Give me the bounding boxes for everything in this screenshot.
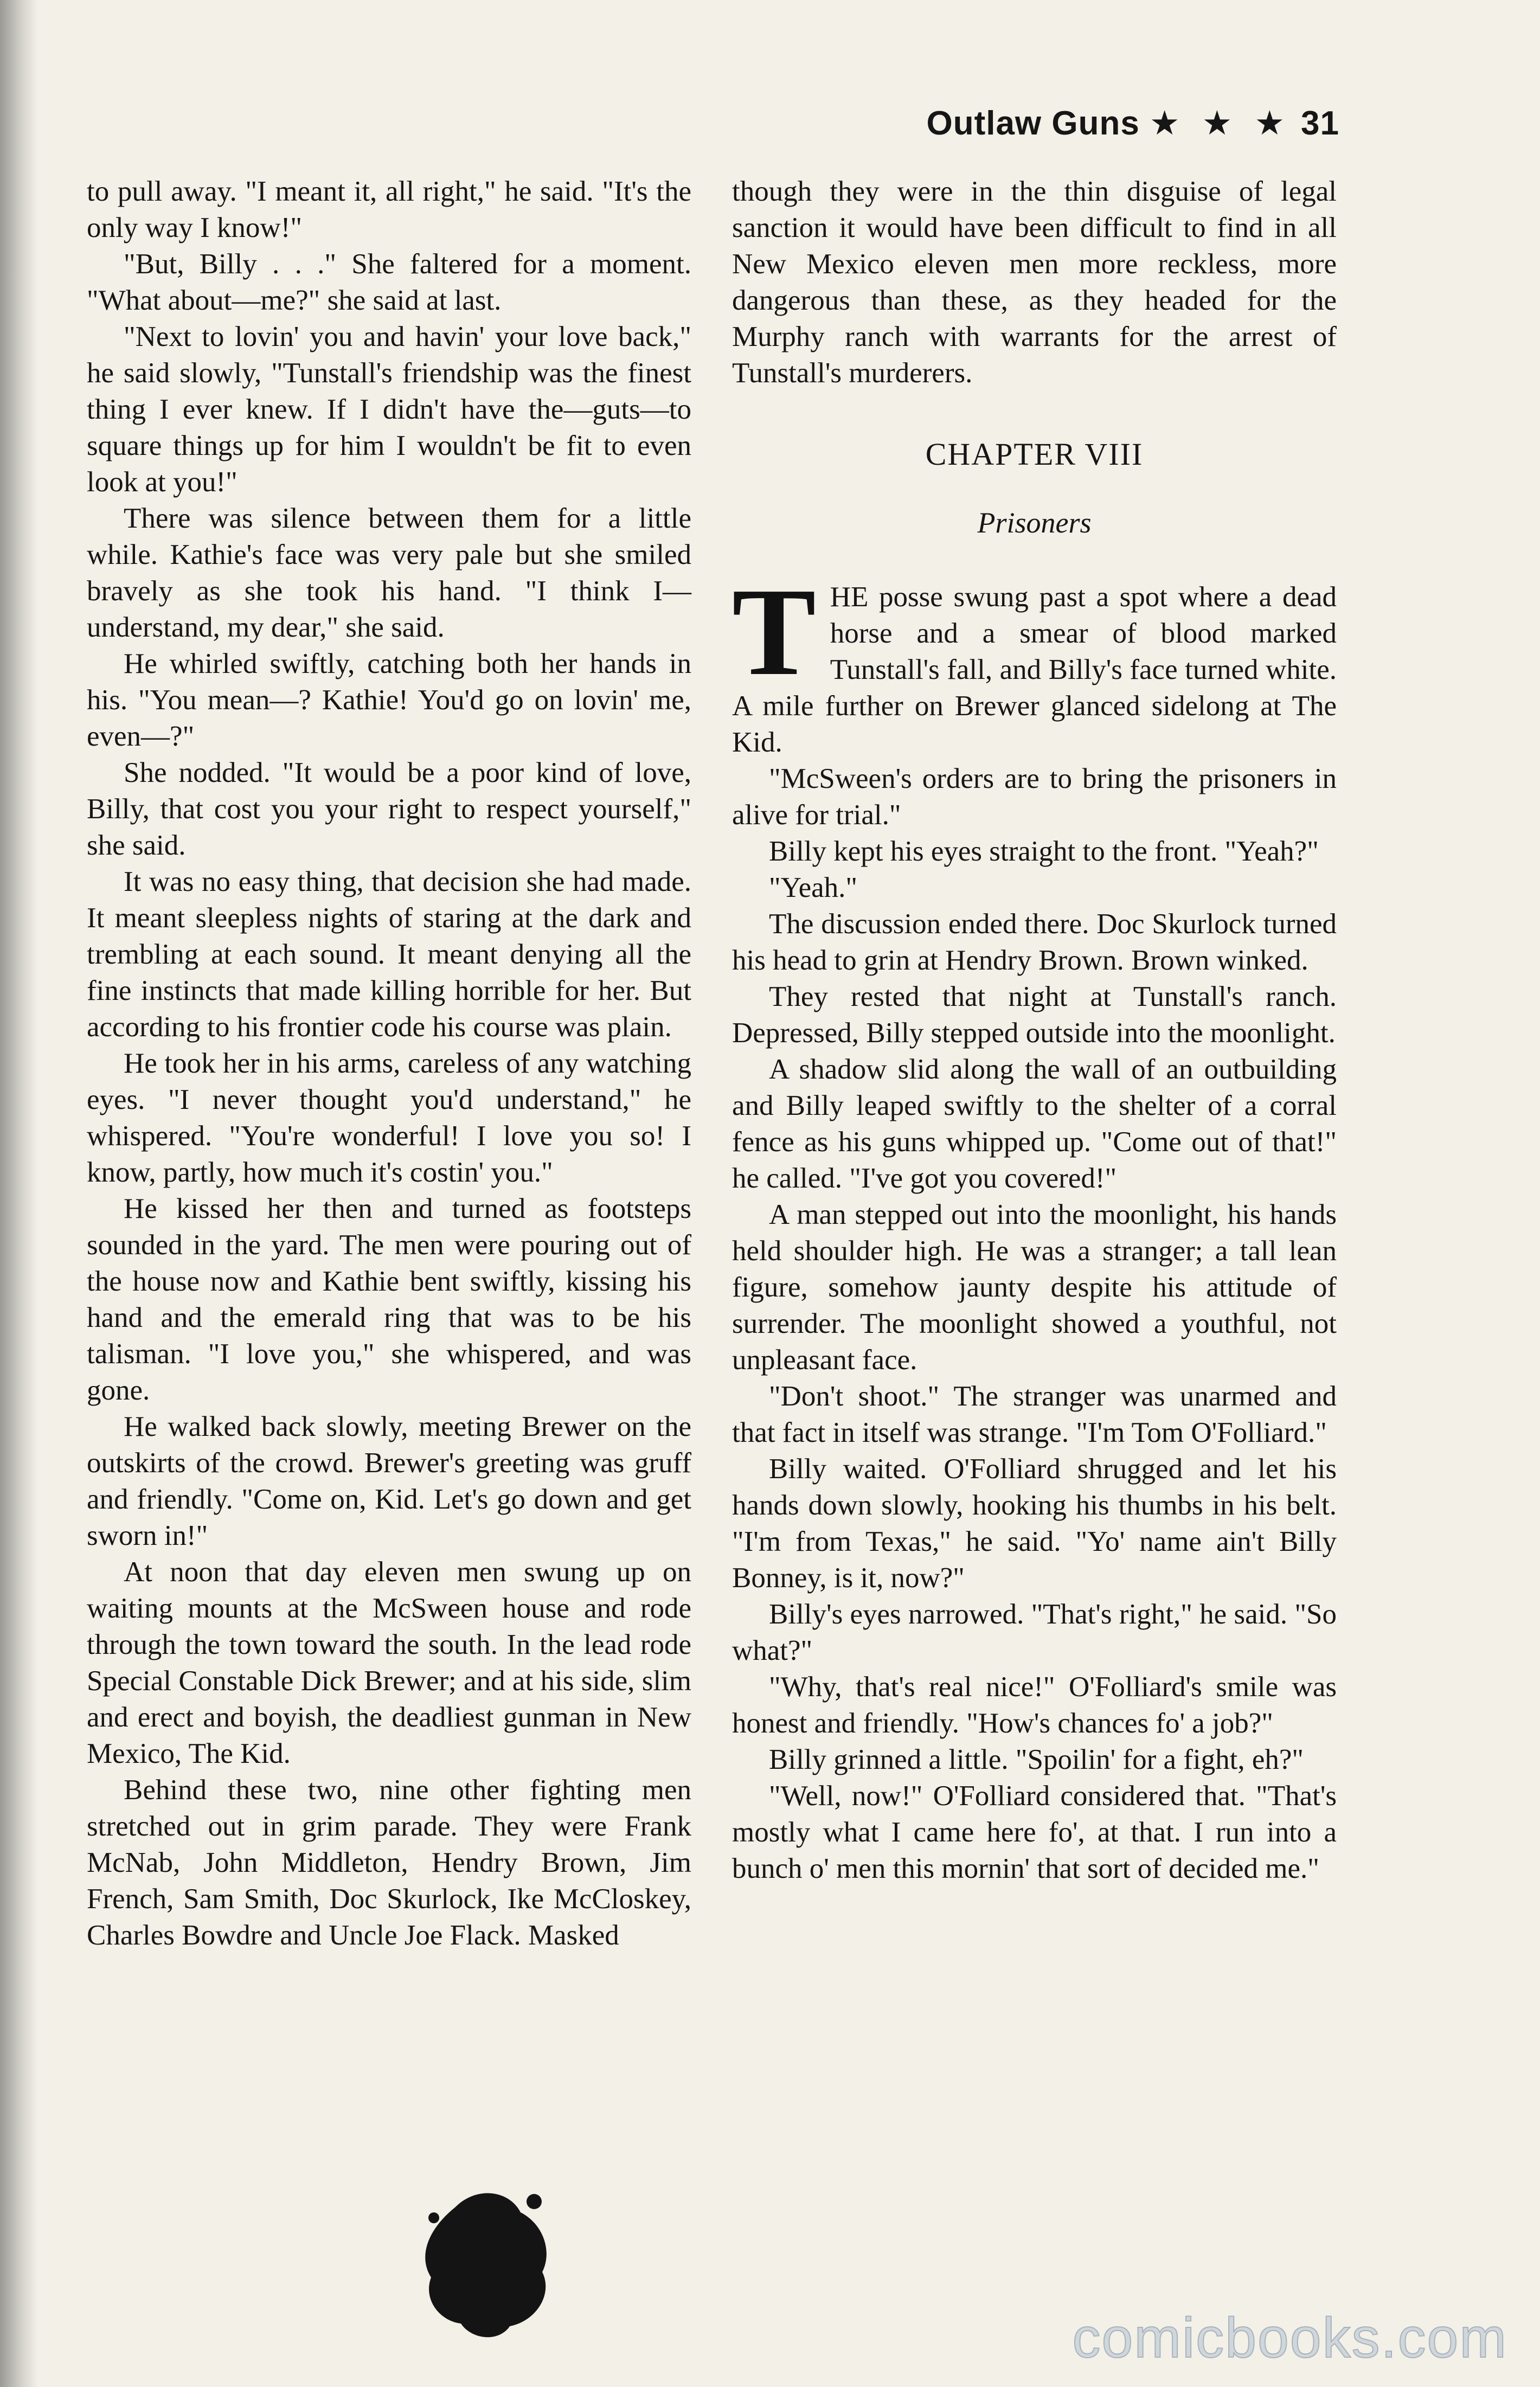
left-column (87, 174, 691, 1954)
page-edge-shadow (0, 0, 38, 2387)
paragraph: Behind these two, nine other fighting men stretched out in grim parade. They were Frank McNab, John Middleton, Hendry Brown, Jim French, Sam Smith, Doc Skurlock, Ike McCloskey, Charles Bowdre and Uncle Joe Flack. Masked (87, 1774, 691, 1951)
watermark: comicbooks.com (1072, 2307, 1507, 2370)
paragraph: At noon that day eleven men swung up on waiting mounts at the McSween house and rode through the town toward the south. In the lead rode Special Constable Dick Brewer; and at his side, slim and erect and boyish, the deadliest gunman in New Mexico, The Kid. (87, 1556, 691, 1769)
paragraph: though they were in the thin disguise of legal sanction it would have been difficult to find in all New Mexico eleven men more reckless, more dangerous than these, as they headed for the Murphy ranch with warrants for the arrest of Tunstall's murderers. (732, 176, 1337, 389)
paragraph: It was no easy thing, that decision she had made. It meant sleepless nights of staring at the dark and trembling at each sound. It meant denying all the fine instincts that made killing horrible for her. But according to his frontier code his course was plain. (87, 866, 691, 1043)
drop-cap: T (732, 562, 816, 702)
paragraph: He walked back slowly, meeting Brewer on the outskirts of the crowd. Brewer's greeting was gruff and friendly. "Come on, Kid. Let's go down and get sworn in!" (87, 1411, 691, 1551)
paragraph: Billy kept his eyes straight to the front. "Yeah?" (769, 836, 1319, 867)
chapter-opening-paragraph (732, 562, 1337, 761)
right-column (732, 174, 1337, 1887)
paragraph: "Next to lovin' you and havin' your love back," he said slowly, "Tunstall's friendship was the finest thing I ever knew. If I didn't have the—guts—to square things up for him I wouldn't be fit to even look at you!" (87, 321, 691, 498)
opening-text: HE posse swung past a spot where a dead horse and a smear of blood marked Tunstall's fall, and Billy's face turned white. A mile further on Brewer glanced sidelong at The Kid. (732, 581, 1337, 758)
paragraph: They rested that night at Tunstall's ranch. Depressed, Billy stepped outside into the moonlight. (732, 981, 1337, 1049)
paragraph: "Don't shoot." The stranger was unarmed and that fact in itself was strange. "I'm Tom O'Folliard." (732, 1381, 1337, 1448)
paragraph: Billy waited. O'Folliard shrugged and let his hands down slowly, hooking his thumbs in his belt. "I'm from Texas," he said. "Yo' name ain't Billy Bonney, is it, now?" (732, 1453, 1337, 1594)
ink-blot (418, 2185, 559, 2343)
paragraph: He took her in his arms, careless of any watching eyes. "I never thought you'd understand," he whispered. "You're wonderful! I love you so! I know, partly, how much it's costin' you." (87, 1048, 691, 1188)
running-header (926, 103, 1339, 143)
paragraph: He whirled swiftly, catching both her hands in his. "You mean—? Kathie! You'd go on lovin' me, even—?" (87, 648, 691, 752)
header-stars: ★ ★ ★ (1149, 105, 1292, 142)
paragraph: There was silence between them for a little while. Kathie's face was very pale but she smiled bravely as she took his hand. "I think I—understand, my dear," she said. (87, 503, 691, 643)
chapter-subtitle: Prisoners (977, 506, 1092, 539)
paragraph: Billy's eyes narrowed. "That's right," he said. "So what?" (732, 1599, 1337, 1666)
paragraph: The discussion ended there. Doc Skurlock turned his head to grin at Hendry Brown. Brown winked. (732, 908, 1337, 976)
paragraph: A man stepped out into the moonlight, his hands held shoulder high. He was a stranger; a tall lean figure, somehow jaunty despite his attitude of surrender. The moonlight showed a youthful, not unpleasant face. (732, 1199, 1337, 1376)
paragraph: He kissed her then and turned as footsteps sounded in the yard. The men were pouring out of the house now and Kathie bent swiftly, kissing his hand and the emerald ring that was to be his talisman. "I love you," she whispered, and was gone. (87, 1193, 691, 1406)
paragraph: Billy grinned a little. "Spoilin' for a fight, eh?" (769, 1744, 1304, 1775)
paragraph: "But, Billy . . ." She faltered for a moment. "What about—me?" she said at last. (87, 248, 691, 316)
paragraph: She nodded. "It would be a poor kind of love, Billy, that cost you your right to respect yourself," she said. (87, 757, 691, 861)
page-number: 31 (1301, 105, 1339, 142)
paragraph: "Why, that's real nice!" O'Folliard's smile was honest and friendly. "How's chances fo' a job?" (732, 1671, 1337, 1739)
paragraph: to pull away. "I meant it, all right," he said. "It's the only way I know!" (87, 176, 691, 243)
chapter-title: CHAPTER VIII (925, 437, 1144, 472)
magazine-title: Outlaw Guns (926, 105, 1140, 142)
paragraph: "Well, now!" O'Folliard considered that. "That's mostly what I came here fo', at that. I run into a bunch o' men this mornin' that sort of decided me." (732, 1780, 1337, 1884)
paragraph: A shadow slid along the wall of an outbuilding and Billy leaped swiftly to the shelter of a corral fence as his guns whipped up. "Come out of that!" he called. "I've got you covered!" (732, 1054, 1337, 1194)
paragraph: "Yeah." (769, 872, 858, 903)
paragraph: "McSween's orders are to bring the prisoners in alive for trial." (732, 763, 1337, 831)
